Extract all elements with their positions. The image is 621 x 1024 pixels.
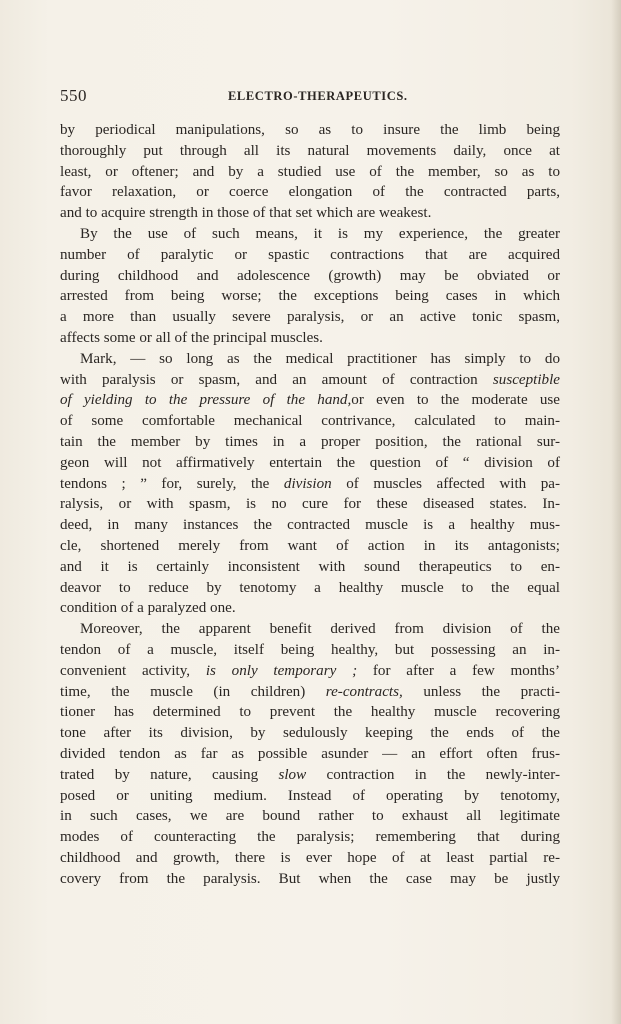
body-text [60, 120, 560, 889]
text-line: childhood and growth, there is ever hope of at least partial re- [60, 849, 560, 866]
text-line: least, or oftener; and by a studied use of the member, so as to [60, 163, 560, 180]
page-number: 550 [60, 86, 87, 105]
italic-run: slow [278, 766, 307, 783]
text-line [60, 682, 560, 703]
running-head: ELECTRO-THERAPEUTICS. [228, 89, 408, 103]
text-line: geon will not affirmatively entertain the question of “ division of [60, 454, 560, 471]
text-run: convenient activity, [60, 662, 191, 679]
text-run: with paralysis or spasm, and an amount of contraction [60, 371, 478, 388]
text-line [60, 765, 560, 786]
text-line: Mark, — so long as the medical practitioner has simply to do [80, 350, 560, 367]
text-line [60, 474, 560, 495]
text-line: in such cases, we are bound rather to exhaust all legitimate [60, 808, 560, 825]
text-line: tioner has determined to prevent the healthy muscle recovering [60, 704, 560, 721]
text-run: tendons ; ” for, surely, the [60, 475, 270, 492]
text-line: ralysis, or with spasm, is no cure for these diseased states. In- [60, 496, 560, 513]
text-run: for after a few months’ [372, 662, 560, 679]
text-line: by periodical manipulations, so as to insure the limb being [60, 122, 560, 138]
text-line: divided tendon as far as possible asunder — an effort often frus- [60, 745, 560, 762]
text-line: tendon of a muscle, itself being healthy, but possessing an in- [60, 641, 560, 658]
text-run: or even to the moderate use [351, 392, 561, 409]
text-run: of muscles affected with pa- [346, 475, 560, 492]
text-line: number of paralytic or spastic contractions that are acquired [60, 246, 560, 263]
text-line: tone after its division, by sedulously keeping the ends of the [60, 725, 560, 742]
text-line: condition of a paralyzed one. [60, 600, 236, 617]
text-line: Moreover, the apparent benefit derived from division of the [80, 621, 560, 638]
text-line: deed, in many instances the contracted muscle is a healthy mus- [60, 517, 560, 534]
text-run: unless the practi- [423, 683, 560, 700]
text-line: covery from the paralysis. But when the case may be justly [60, 870, 560, 887]
text-line [60, 390, 560, 411]
text-line [60, 370, 560, 391]
text-line: modes of counteracting the paralysis; remembering that during [60, 829, 560, 846]
text-line: cle, shortened merely from want of action in its antagonists; [60, 537, 560, 554]
text-line: during childhood and adolescence (growth) may be obviated or [60, 267, 560, 284]
italic-run: of yielding to the pressure of the hand, [60, 392, 352, 409]
text-line: a more than usually severe paralysis, or an active tonic spasm, [60, 309, 560, 326]
text-line [60, 661, 560, 682]
italic-run: is only temporary ; [205, 662, 358, 679]
text-line: and to acquire strength in those of that set which are weakest. [60, 205, 432, 222]
text-run: trated by nature, causing [60, 766, 259, 783]
text-line: deavor to reduce by tenotomy a healthy muscle to the equal [60, 579, 560, 596]
text-line: tain the member by times in a proper position, the rational sur- [60, 433, 560, 450]
text-line: and it is certainly inconsistent with sound therapeutics to en- [60, 558, 560, 575]
text-line: posed or uniting medium. Instead of operating by tenotomy, [60, 787, 560, 804]
text-run: contraction in the newly-inter- [326, 766, 560, 783]
italic-run: re-contracts, [325, 683, 403, 700]
text-line: arrested from being worse; the exceptions being cases in which [60, 288, 560, 305]
text-line: of some comfortable mechanical contrivance, calculated to main- [60, 413, 560, 430]
page-edge-shadow [611, 0, 621, 1024]
text-line: affects some or all of the principal muscles. [60, 329, 323, 346]
text-run: time, the muscle (in children) [60, 683, 306, 700]
italic-run: division [283, 475, 332, 492]
text-line: thoroughly put through all its natural movements daily, once at [60, 142, 560, 159]
text-line: favor relaxation, or coerce elongation of the contracted parts, [60, 184, 560, 201]
italic-run: susceptible [492, 371, 560, 388]
text-line: By the use of such means, it is my experience, the greater [80, 225, 560, 242]
page-header [60, 86, 580, 108]
